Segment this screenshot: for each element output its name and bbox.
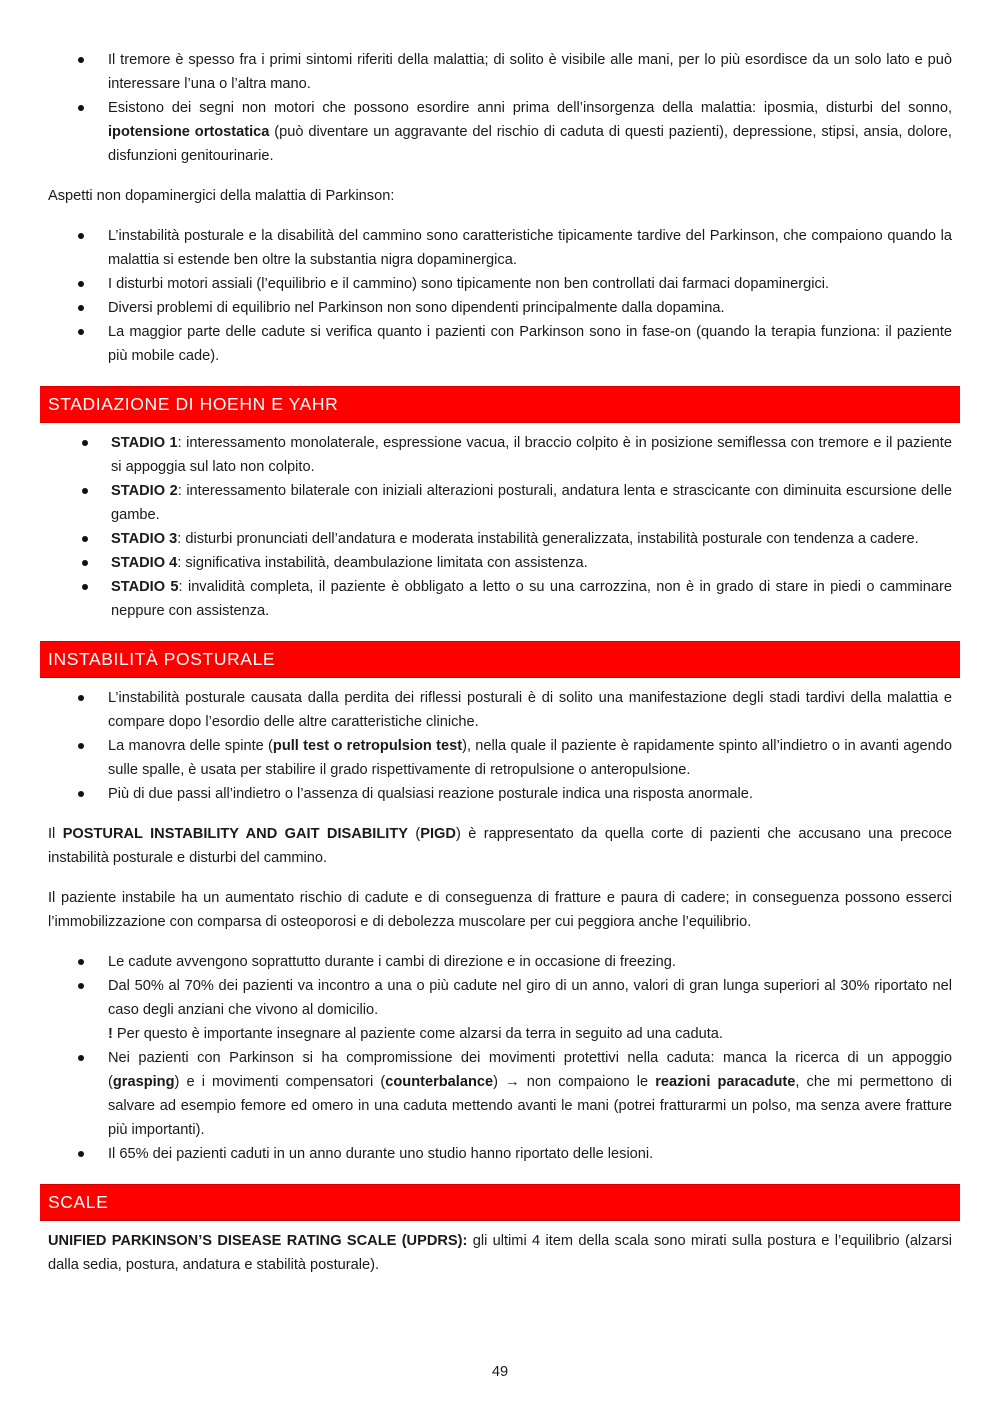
stadio-text: : disturbi pronunciati dell’andatura e moderata instabilità generalizzata, instabilità posturale con tendenza a cadere.	[177, 531, 919, 547]
list-item	[48, 1046, 952, 1142]
list-item	[48, 479, 952, 527]
note-text: Per questo è importante insegnare al paziente come alzarsi da terra in seguito ad una caduta.	[112, 1026, 723, 1042]
list-item: I disturbi motori assiali (l’equilibrio e il cammino) sono tipicamente non ben controllati dai farmaci dopaminergici.	[48, 272, 952, 296]
text-run: ) → non compaiono le	[493, 1074, 656, 1090]
list-item	[48, 575, 952, 623]
list-item	[48, 974, 952, 1046]
list-item	[48, 48, 952, 96]
text-run: ) è rappresentato da quella corte di pazienti che accusano una precoce instabilità posturale e disturbi del cammino.	[48, 826, 952, 866]
bullet-text: Esistono dei segni non motori che possono esordire anni prima dell’insorgenza della malattia: iposmia, disturbi del sonno,	[108, 100, 952, 116]
list-item: Il 65% dei pazienti caduti in un anno durante uno studio hanno riportato delle lesioni.	[48, 1142, 952, 1166]
list-item: La maggior parte delle cadute si verifica quanto i pazienti con Parkinson sono in fase-on (quando la terapia funziona: il paziente più mobile cade).	[48, 320, 952, 368]
list-item: Più di due passi all’indietro o l’assenza di qualsiasi reazione posturale indica una risposta anormale.	[48, 782, 952, 806]
list-item: Diversi problemi di equilibrio nel Parkinson non sono dipendenti principalmente dalla dopamina.	[48, 296, 952, 320]
bullet-text: La manovra delle spinte (	[108, 738, 273, 754]
instab-bullet-list	[48, 686, 952, 806]
pigd-paragraph	[48, 822, 952, 870]
risk-paragraph: Il paziente instabile ha un aumentato rischio di cadute e di conseguenza di fratture e paura di cadere; in conseguenza possono esserci l’immobilizzazione con comparsa di osteoporosi e di debolezza muscolare per cui peggiora anche l’equilibrio.	[48, 890, 952, 930]
list-item	[48, 551, 952, 575]
list-item: L’instabilità posturale e la disabilità del cammino sono caratteristiche tipicamente tardive del Parkinson, che compaiono quando la malattia si estende ben oltre la substantia nigra dopaminergica.	[48, 224, 952, 272]
falls-bullet-list	[48, 950, 952, 1166]
bold-term: ipotensione ortostatica	[108, 124, 270, 140]
section-header-hoehn-yahr: STADIAZIONE DI HOEHN E YAHR	[40, 386, 960, 423]
stadio-text: : interessamento bilaterale con iniziali alterazioni posturali, andatura lenta e strascicante con diminuita escursione delle gambe.	[111, 483, 952, 523]
section-header-scale: SCALE	[40, 1184, 960, 1221]
note-line	[108, 1022, 952, 1046]
bold-term: UNIFIED PARKINSON’S DISEASE RATING SCALE (UPDRS):	[48, 1233, 468, 1249]
exclamation-mark: !	[108, 1026, 113, 1042]
bullet-text: (può diventare un aggravante del rischio di caduta di questi pazienti), depressione, stipsi, ansia, dolore, disfunzioni genitourinarie.	[108, 124, 952, 164]
text-run: gli ultimi 4 item della scala sono mirati sulla postura e l’equilibrio (alzarsi dalla sedia, postura, andatura e stabilità posturale).	[48, 1233, 952, 1273]
list-item: L’instabilità posturale causata dalla perdita dei riflessi posturali è di solito una manifestazione degli stadi tardivi della malattia e compare dopo l’esordio delle altre caratteristiche cliniche.	[48, 686, 952, 734]
stadio-text: : invalidità completa, il paziente è obbligato a letto o su una carrozzina, non è in grado di stare in piedi o camminare neppure con assistenza.	[111, 579, 952, 619]
bold-term: PIGD	[420, 826, 456, 842]
bullet-text: Il tremore è spesso fra i primi sintomi riferiti della malattia; di solito è visibile alle mani, per lo più esordisce da un solo lato e può interessare l’una o l’altra mano.	[108, 52, 952, 92]
stadio-label: STADIO 4	[111, 555, 178, 571]
list-item	[48, 96, 952, 168]
text-run: Nei pazienti con Parkinson si ha compromissione dei movimenti protettivi nella caduta: manca la ricerca di un appoggio (	[108, 1050, 952, 1090]
text-run: (	[407, 826, 421, 842]
non-dopa-bullet-list	[48, 224, 952, 368]
text-run: , che mi permettono di salvare ad esempio femore ed omero in una caduta mettendo avanti le mani (potrei fratturarmi un polso, ma senza avere fratture più importanti).	[108, 1074, 952, 1138]
page-number: 49	[491, 1364, 509, 1380]
stadio-label: STADIO 5	[111, 579, 179, 595]
stadio-text: : significativa instabilità, deambulazione limitata con assistenza.	[177, 555, 588, 571]
intro-bullet-list	[48, 48, 952, 168]
stadi-list	[48, 431, 952, 623]
stadio-label: STADIO 3	[111, 531, 178, 547]
list-item	[48, 527, 952, 551]
bold-term: grasping	[112, 1074, 175, 1090]
page-content	[48, 48, 952, 1277]
updrs-paragraph	[48, 1229, 952, 1277]
bold-term: reazioni paracadute	[655, 1074, 796, 1090]
non-dopa-intro: Aspetti non dopaminergici della malattia di Parkinson:	[48, 188, 395, 204]
bold-term: POSTURAL INSTABILITY AND GAIT DISABILITY	[62, 826, 408, 842]
list-item	[48, 734, 952, 782]
stadio-label: STADIO 2	[111, 483, 178, 499]
bullet-text: ), nella quale il paziente è rapidamente spinto all’indietro o in avanti agendo sulle spalle, è usata per stabilire il grado rispettivamente di retropulsione o anteropulsione.	[108, 738, 952, 778]
text-run: ) e i movimenti compensatori (	[174, 1074, 386, 1090]
bullet-text: Dal 50% al 70% dei pazienti va incontro a una o più cadute nel giro di un anno, valori di gran lunga superiori al 30% riportato nel caso degli anziani che vivono al domicilio.	[108, 978, 952, 1018]
section-header-instabilita: INSTABILITÀ POSTURALE	[40, 641, 960, 678]
list-item: Le cadute avvengono soprattutto durante i cambi di direzione e in occasione di freezing.	[48, 950, 952, 974]
list-item	[48, 431, 952, 479]
text-run: Il	[48, 826, 63, 842]
bold-term: pull test o retropulsion test	[272, 738, 463, 754]
bold-term: counterbalance	[385, 1074, 494, 1090]
stadio-label: STADIO 1	[111, 435, 178, 451]
stadio-text: : interessamento monolaterale, espressione vacua, il braccio colpito è in posizione semiflessa con tremore e il paziente si appoggia sul lato non colpito.	[111, 435, 952, 475]
